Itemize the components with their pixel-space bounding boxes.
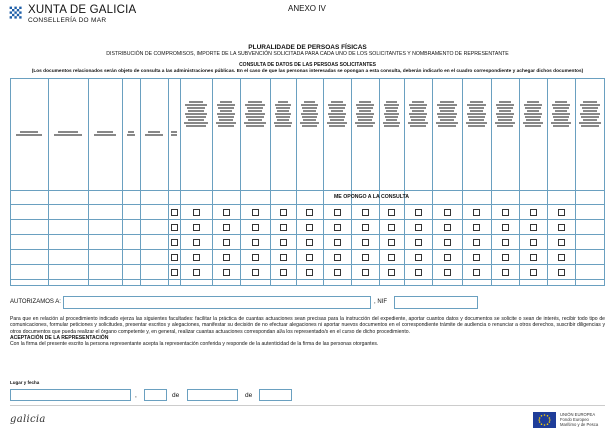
oppose-checkbox[interactable] bbox=[306, 269, 313, 276]
oppose-checkbox[interactable] bbox=[444, 254, 451, 261]
oppose-checkbox[interactable] bbox=[193, 254, 200, 261]
oppose-checkbox[interactable] bbox=[223, 269, 230, 276]
oppose-checkbox[interactable] bbox=[530, 254, 537, 261]
oppose-checkbox[interactable] bbox=[223, 254, 230, 261]
date-separator-de-2: de bbox=[245, 392, 253, 399]
oppose-checkbox[interactable] bbox=[362, 254, 369, 261]
authorize-label: AUTORIZAMOS A: bbox=[10, 299, 61, 305]
oppose-checkbox[interactable] bbox=[223, 224, 230, 231]
oppose-checkbox[interactable] bbox=[502, 254, 509, 261]
column-header-unreadable bbox=[381, 100, 402, 128]
powers-paragraph: Para que en relación al procedimiento indicado ejerza las siguientes facultades: facilitar la práctica de cuantas actuaciones sean precisas para la instrucción del expediente, aportar cuantos datos y documentos se solicite o sean de interés, recibir todo tipo de comunicaciones, formular peticiones y solicitudes, presentar escritos y alegaciones, manifestar su decisión de no efectuar alegaciones ni aportar nuevos documentos en el correspondiente trámite de audiencia o renunciar a otros derechos, suscribir diligencias y otros documentos que pueda realizar el órgano competente y, en general, realizar cuantas actuaciones correspondan al/a los representado/s en el curso de dicho procedimiento. bbox=[10, 316, 605, 335]
oppose-checkbox[interactable] bbox=[362, 239, 369, 246]
oppose-checkbox[interactable] bbox=[444, 209, 451, 216]
oppose-checkbox[interactable] bbox=[388, 269, 395, 276]
table-column-divider bbox=[351, 78, 352, 286]
oppose-checkbox[interactable] bbox=[171, 254, 178, 261]
table-column-divider bbox=[432, 78, 433, 286]
column-header-unreadable bbox=[406, 100, 430, 128]
table-row-divider bbox=[10, 190, 605, 191]
oppose-checkbox[interactable] bbox=[415, 209, 422, 216]
oppose-checkbox[interactable] bbox=[473, 254, 480, 261]
oppose-checkbox[interactable] bbox=[193, 224, 200, 231]
oppose-checkbox[interactable] bbox=[252, 209, 259, 216]
oppose-checkbox[interactable] bbox=[252, 239, 259, 246]
column-header-unreadable bbox=[464, 100, 489, 128]
oppose-checkbox[interactable] bbox=[473, 239, 480, 246]
column-header-unreadable bbox=[170, 130, 178, 137]
brand-department: CONSELLERÍA DO MAR bbox=[28, 17, 107, 24]
oppose-checkbox[interactable] bbox=[362, 224, 369, 231]
oppose-checkbox[interactable] bbox=[388, 224, 395, 231]
table-column-divider bbox=[240, 78, 241, 286]
oppose-checkbox[interactable] bbox=[558, 269, 565, 276]
column-header-unreadable bbox=[325, 100, 349, 128]
oppose-consult-label: ME OPONGO A LA CONSULTA bbox=[333, 194, 410, 200]
legal-text bbox=[10, 316, 605, 347]
oppose-checkbox[interactable] bbox=[171, 269, 178, 276]
oppose-checkbox[interactable] bbox=[280, 209, 287, 216]
xunta-logo-icon bbox=[8, 5, 24, 21]
oppose-checkbox[interactable] bbox=[473, 269, 480, 276]
table-row-divider bbox=[10, 219, 605, 220]
oppose-checkbox[interactable] bbox=[388, 239, 395, 246]
table-column-divider bbox=[88, 78, 89, 286]
oppose-checkbox[interactable] bbox=[280, 239, 287, 246]
annex-label: ANEXO IV bbox=[288, 4, 326, 13]
table-column-divider bbox=[404, 78, 405, 286]
column-header-unreadable bbox=[549, 100, 573, 128]
oppose-checkbox[interactable] bbox=[388, 254, 395, 261]
representative-name-field[interactable] bbox=[63, 296, 371, 309]
column-header-unreadable bbox=[521, 100, 545, 128]
oppose-checkbox[interactable] bbox=[193, 269, 200, 276]
oppose-checkbox[interactable] bbox=[415, 269, 422, 276]
oppose-checkbox[interactable] bbox=[171, 224, 178, 231]
oppose-checkbox[interactable] bbox=[306, 254, 313, 261]
oppose-checkbox[interactable] bbox=[362, 269, 369, 276]
table-column-divider bbox=[379, 78, 380, 286]
oppose-checkbox[interactable] bbox=[334, 224, 341, 231]
oppose-checkbox[interactable] bbox=[444, 224, 451, 231]
oppose-checkbox[interactable] bbox=[473, 209, 480, 216]
eu-text-line-1: UNIÓN EUROPEA bbox=[560, 412, 596, 417]
table-column-divider bbox=[547, 78, 548, 286]
eu-flag-icon bbox=[533, 412, 556, 428]
oppose-checkbox[interactable] bbox=[530, 239, 537, 246]
table-column-divider bbox=[575, 78, 576, 286]
date-separator-comma: , bbox=[135, 392, 137, 399]
table-column-divider bbox=[296, 78, 297, 286]
section-heading: CONSULTA DE DATOS DE LAS PERSOAS SOLICITANTES bbox=[239, 62, 376, 68]
oppose-checkbox[interactable] bbox=[502, 224, 509, 231]
oppose-checkbox[interactable] bbox=[252, 254, 259, 261]
eu-text-line-2: Fondo Europeo bbox=[560, 417, 589, 422]
galicia-logo: galicia bbox=[10, 414, 46, 425]
table-column-divider bbox=[212, 78, 213, 286]
oppose-checkbox[interactable] bbox=[502, 209, 509, 216]
oppose-checkbox[interactable] bbox=[306, 209, 313, 216]
oppose-checkbox[interactable] bbox=[444, 269, 451, 276]
oppose-checkbox[interactable] bbox=[502, 269, 509, 276]
oppose-checkbox[interactable] bbox=[280, 224, 287, 231]
acceptance-text: Con la firma del presente escrito la persona representante acepta la representación conferida y responde de la autenticidad de la firma de las personas otorgantes. bbox=[10, 341, 379, 348]
oppose-checkbox[interactable] bbox=[444, 239, 451, 246]
oppose-checkbox[interactable] bbox=[252, 224, 259, 231]
representative-nif-field[interactable] bbox=[394, 296, 478, 309]
acceptance-title: ACEPTACIÓN DE LA REPRESENTACIÓN bbox=[10, 334, 109, 341]
table-column-divider bbox=[180, 78, 181, 286]
column-header-unreadable bbox=[577, 100, 603, 128]
column-header-unreadable bbox=[214, 100, 238, 128]
column-header-unreadable bbox=[50, 130, 86, 137]
eu-fund-text bbox=[560, 412, 598, 427]
table-row-divider bbox=[10, 234, 605, 235]
oppose-checkbox[interactable] bbox=[473, 224, 480, 231]
oppose-checkbox[interactable] bbox=[502, 239, 509, 246]
oppose-checkbox[interactable] bbox=[280, 269, 287, 276]
column-header-unreadable bbox=[434, 100, 460, 128]
place-date-label: Lugar y fecha bbox=[10, 380, 40, 385]
eu-text-line-3: Marítimo y de Pesca bbox=[560, 422, 599, 427]
oppose-checkbox[interactable] bbox=[530, 224, 537, 231]
table-column-divider bbox=[270, 78, 271, 286]
table-column-divider bbox=[519, 78, 520, 286]
oppose-checkbox[interactable] bbox=[530, 209, 537, 216]
column-header-unreadable bbox=[493, 100, 517, 128]
place-field[interactable] bbox=[10, 389, 131, 401]
column-header-unreadable bbox=[242, 100, 268, 128]
oppose-checkbox[interactable] bbox=[415, 254, 422, 261]
date-separator-de-1: de bbox=[172, 392, 180, 399]
oppose-checkbox[interactable] bbox=[171, 239, 178, 246]
page-title: PLURALIDADE DE PERSOAS FÍSICAS bbox=[248, 44, 367, 51]
nif-label: , NIF bbox=[374, 299, 387, 305]
oppose-checkbox[interactable] bbox=[558, 224, 565, 231]
oppose-checkbox[interactable] bbox=[306, 239, 313, 246]
oppose-checkbox[interactable] bbox=[280, 254, 287, 261]
table-column-divider bbox=[491, 78, 492, 286]
oppose-checkbox[interactable] bbox=[193, 239, 200, 246]
table-row-divider bbox=[10, 279, 605, 280]
oppose-checkbox[interactable] bbox=[334, 254, 341, 261]
oppose-checkbox[interactable] bbox=[193, 209, 200, 216]
oppose-checkbox[interactable] bbox=[415, 239, 422, 246]
year-field[interactable] bbox=[259, 389, 292, 401]
column-header-unreadable bbox=[142, 130, 166, 137]
oppose-checkbox[interactable] bbox=[223, 239, 230, 246]
column-header-unreadable bbox=[90, 130, 120, 137]
table-column-divider bbox=[462, 78, 463, 286]
column-header-unreadable bbox=[298, 100, 321, 128]
column-header-unreadable bbox=[12, 130, 46, 137]
oppose-checkbox[interactable] bbox=[334, 209, 341, 216]
column-header-unreadable bbox=[353, 100, 377, 128]
oppose-checkbox[interactable] bbox=[415, 224, 422, 231]
oppose-checkbox[interactable] bbox=[558, 239, 565, 246]
oppose-checkbox[interactable] bbox=[362, 209, 369, 216]
table-row-divider bbox=[10, 249, 605, 250]
page-subtitle: DISTRIBUCIÓN DE COMPROMISOS, IMPORTE DE LA SUBVENCIÓN SOLICITADA PARA CADA UNO DE LOS SOLICITANTES Y NOMBRAMENTO DE REPRESENTANTE bbox=[106, 51, 509, 57]
oppose-checkbox[interactable] bbox=[530, 269, 537, 276]
oppose-checkbox[interactable] bbox=[171, 209, 178, 216]
oppose-checkbox[interactable] bbox=[558, 254, 565, 261]
table-column-divider bbox=[122, 78, 123, 286]
column-header-unreadable bbox=[272, 100, 294, 128]
day-field[interactable] bbox=[144, 389, 167, 401]
oppose-checkbox[interactable] bbox=[252, 269, 259, 276]
column-header-unreadable bbox=[124, 130, 138, 137]
table-column-divider bbox=[168, 78, 169, 286]
oppose-checkbox[interactable] bbox=[223, 209, 230, 216]
oppose-checkbox[interactable] bbox=[306, 224, 313, 231]
section-note: (Los documentos relacionados serán objeto de consulta a las administraciones públicas. En el caso de que las personas interesadas se opongan a esta consulta, deberán indicarlo en el cuadro correspondiente y achegar dichos documentos) bbox=[31, 69, 584, 74]
table-column-divider bbox=[323, 78, 324, 286]
oppose-checkbox[interactable] bbox=[388, 209, 395, 216]
column-header-unreadable bbox=[182, 100, 210, 128]
oppose-checkbox[interactable] bbox=[334, 239, 341, 246]
table-row-divider bbox=[10, 264, 605, 265]
table-column-divider bbox=[48, 78, 49, 286]
oppose-checkbox[interactable] bbox=[334, 269, 341, 276]
table-row-divider bbox=[10, 204, 605, 205]
brand-name: XUNTA DE GALICIA bbox=[28, 4, 137, 16]
table-column-divider bbox=[140, 78, 141, 286]
month-field[interactable] bbox=[187, 389, 238, 401]
footer-divider bbox=[10, 405, 605, 406]
oppose-checkbox[interactable] bbox=[558, 209, 565, 216]
